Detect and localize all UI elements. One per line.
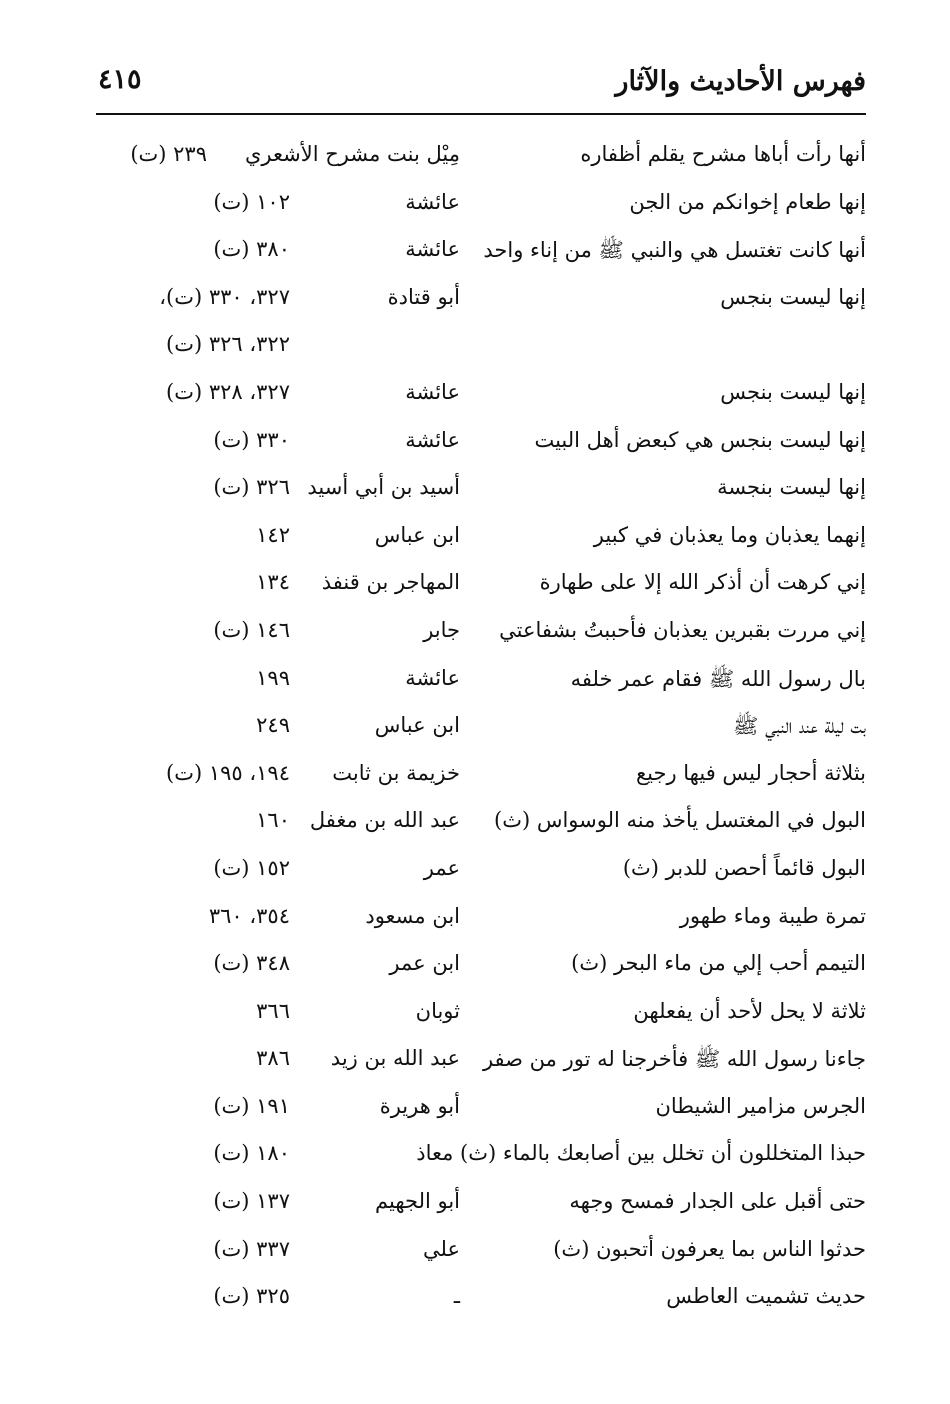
- hadith-text: إنها ليست بنجسة: [717, 475, 866, 500]
- hadith-text: بثلاثة أحجار ليس فيها رجيع: [635, 760, 866, 785]
- hadith-text: البول في المغتسل يأخذ منه الوسواس (ث): [494, 808, 866, 833]
- hadith-text: أنها كانت تغتسل هي والنبي ﷺ من إناء واحد: [483, 238, 866, 263]
- index-entry: [0, 469, 950, 517]
- index-entry: [0, 660, 950, 708]
- page-references: ٣٦٦: [256, 998, 290, 1023]
- page-references: ٣٤٨ (ت): [213, 951, 290, 976]
- index-entry: [0, 1231, 950, 1279]
- page-references: ١٣٤: [256, 570, 290, 595]
- hadith-text: أنها رأت أباها مشرح يقلم أظفاره: [580, 142, 866, 166]
- hadith-text: حتى أقبل على الجدار فمسح وجهه: [569, 1189, 866, 1214]
- narrator-name: عائشة: [405, 379, 460, 404]
- index-entry: [0, 802, 950, 850]
- index-entry: [0, 564, 950, 612]
- index-entry: [0, 184, 950, 232]
- narrator-name: ابن عباس: [374, 713, 460, 738]
- page-references: ٣٨٠ (ت): [213, 237, 290, 262]
- hadith-text: إنها طعام إخوانكم من الجن: [629, 189, 866, 214]
- index-entry: [0, 1088, 950, 1136]
- page-references: ٣٥٤، ٣٦٠: [208, 903, 290, 928]
- narrator-name: علي: [423, 1236, 460, 1261]
- narrator-name: ثوبان: [415, 998, 460, 1023]
- running-header-title: فهرس الأحاديث والآثار: [615, 66, 866, 97]
- hadith-text: التيمم أحب إلي من ماء البحر (ث): [571, 951, 866, 976]
- hadith-text: تمرة طيبة وماء طهور: [679, 903, 866, 928]
- narrator-name: عائشة: [405, 189, 460, 214]
- narrator-name: أبو هريرة: [379, 1093, 460, 1118]
- page-references: ١٩١ (ت): [213, 1093, 290, 1118]
- narrator-name: أسيد بن أبي أسيد: [307, 475, 460, 500]
- index-entry: [0, 707, 950, 755]
- index-entry: [0, 1278, 950, 1326]
- narrator-name: المهاجر بن قنفذ: [321, 570, 460, 595]
- page-references: ٣٢٧، ٣٢٨ (ت): [166, 379, 290, 404]
- page-references: ١٣٧ (ت): [213, 1189, 290, 1214]
- index-entry: [0, 1135, 950, 1183]
- hadith-text: حبذا المتخللون أن تخلل بين أصابعك بالماء (ث) معاذ: [416, 1141, 866, 1166]
- page-references: ٣٢٢، ٣٢٦ (ت): [166, 332, 290, 357]
- page-references: ١٩٩: [256, 665, 290, 690]
- page-references: ١٨٠ (ت): [213, 1141, 290, 1166]
- page-references: ٣٣٧ (ت): [213, 1236, 290, 1261]
- narrator-name: عائشة: [405, 665, 460, 690]
- narrator-name: ابن عمر: [389, 951, 460, 976]
- hadith-text: إنهما يعذبان وما يعذبان في كبير: [593, 522, 866, 547]
- index-entry: [0, 136, 950, 184]
- index-entry: [0, 945, 950, 993]
- page-references: ٣٣٠ (ت): [213, 427, 290, 452]
- index-entry: [0, 612, 950, 660]
- hadith-text: البول قائماً أحصن للدبر (ث): [622, 855, 866, 880]
- hadith-index-list: [0, 136, 950, 1326]
- page-references: ٣٢٥ (ت): [213, 1284, 290, 1309]
- index-entry: [0, 231, 950, 279]
- hadith-text: إنها ليست بنجس: [720, 379, 866, 404]
- page-references: ٢٤٩: [256, 713, 290, 738]
- index-entry: [0, 517, 950, 565]
- hadith-text: إنها ليست بنجس هي كبعض أهل البيت: [534, 427, 866, 452]
- hadith-text: ثلاثة لا يحل لأحد أن يفعلهن: [633, 998, 866, 1023]
- header-divider: [96, 113, 866, 115]
- hadith-text: إنها ليست بنجس: [720, 284, 866, 309]
- narrator-name: ابن عباس: [374, 522, 460, 547]
- hadith-text: جاءنا رسول الله ﷺ فأخرجنا له تور من صفر: [482, 1047, 866, 1072]
- index-entry: [0, 374, 950, 422]
- narrator-name: خزيمة بن ثابت: [332, 760, 460, 785]
- page-references: ١٠٢ (ت): [213, 189, 290, 214]
- index-entry: [0, 850, 950, 898]
- hadith-text: الجرس مزامير الشيطان: [655, 1093, 866, 1118]
- hadith-text: إني مررت بقبرين يعذبان فأحببتُ بشفاعتي: [499, 617, 866, 642]
- index-entry: [0, 279, 950, 327]
- narrator-name: أبو قتادة: [387, 284, 460, 309]
- narrator-name: عمر: [423, 855, 460, 880]
- page-references: ٣٢٦ (ت): [213, 475, 290, 500]
- narrator-name: ابن مسعود: [365, 903, 460, 928]
- narrator-name: جابر: [423, 617, 460, 642]
- hadith-text: حدثوا الناس بما يعرفون أتحبون (ث): [553, 1236, 866, 1261]
- page-references: ٢٣٩ (ت): [130, 142, 207, 166]
- hadith-text: بال رسول الله ﷺ فقام عمر خلفه: [570, 666, 866, 691]
- page-number: ٤١٥: [98, 64, 142, 95]
- narrator-name: عبد الله بن زيد: [330, 1046, 460, 1071]
- page-references: ٣٢٧، ٣٣٠ (ت)،: [159, 284, 290, 309]
- narrator-name: عبد الله بن مغفل: [309, 808, 460, 833]
- hadith-text: إني كرهت أن أذكر الله إلا على طهارة: [539, 570, 866, 595]
- narrator-name: عائشة: [405, 237, 460, 262]
- narrator-name: ـ: [453, 1284, 460, 1309]
- page-references: ٣٨٦: [256, 1046, 290, 1071]
- index-entry: [0, 422, 950, 470]
- index-entry: [0, 755, 950, 803]
- page-references: ١٦٠: [256, 808, 290, 833]
- narrator-name: مِيْل بنت مشرح الأشعري: [244, 142, 460, 166]
- index-entry: [0, 1183, 950, 1231]
- narrator-name: أبو الجهيم: [375, 1189, 460, 1214]
- hadith-text: حديث تشميت العاطس: [666, 1284, 866, 1309]
- index-entry: [0, 1040, 950, 1088]
- narrator-name: عائشة: [405, 427, 460, 452]
- page-references: ١٤٢: [256, 522, 290, 547]
- page-references: ١٥٢ (ت): [213, 855, 290, 880]
- index-entry: [0, 898, 950, 946]
- page-references: ١٤٦ (ت): [213, 617, 290, 642]
- page-references: ١٩٤، ١٩٥ (ت): [166, 760, 290, 785]
- index-entry-continuation: [0, 326, 950, 374]
- index-entry: [0, 993, 950, 1041]
- hadith-text: بت ليلة عند النبي ﷺ: [733, 714, 866, 739]
